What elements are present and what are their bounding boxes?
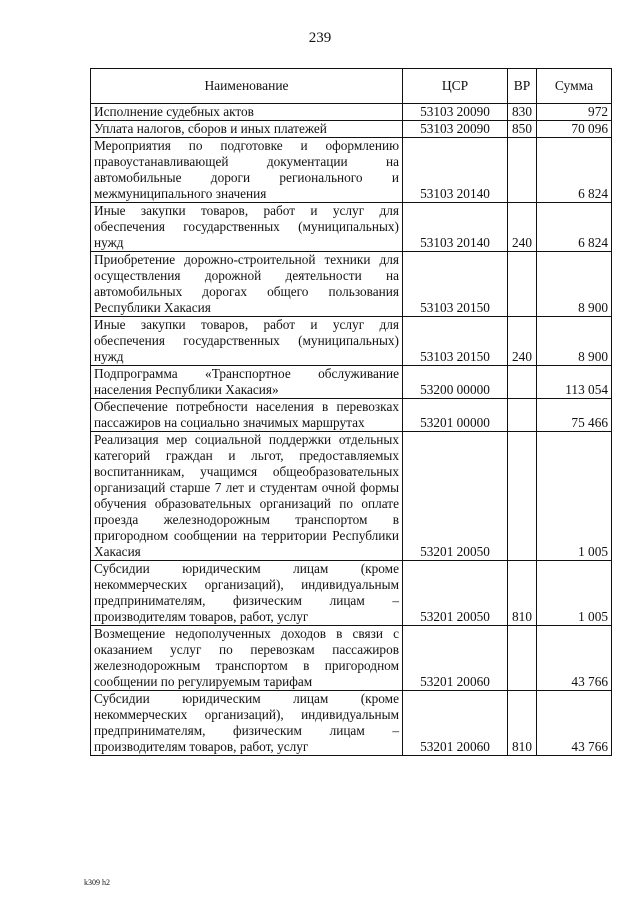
row-name: Реализация мер социальной поддержки отдельных категорий граждан и льгот, предоставляемых воспитанникам, учащимся общеобразовательных организаций старше 7 лет и студентам очной формы обучения образовательных организаций по оплате проезда железнодорожным транспортом в пригородном сообщении на территории Республики Хакасия — [91, 432, 403, 561]
table-row — [91, 626, 612, 691]
row-csr: 53103 20150 — [403, 252, 508, 317]
table-row — [91, 121, 612, 138]
table-row — [91, 561, 612, 626]
table-row — [91, 252, 612, 317]
row-csr: 53103 20090 — [403, 121, 508, 138]
row-csr: 53201 20060 — [403, 626, 508, 691]
row-name: Субсидии юридическим лицам (кроме некоммерческих организаций), индивидуальным предпринимателям, физическим лицам – производителям товаров, работ, услуг — [91, 561, 403, 626]
row-sum: 8 900 — [537, 317, 612, 366]
row-csr: 53200 00000 — [403, 366, 508, 399]
table-row — [91, 366, 612, 399]
row-vr: 850 — [508, 121, 537, 138]
row-name: Возмещение недополученных доходов в связи с оказанием услуг по перевозкам пассажиров железнодорожным транспортом в пригородном сообщении по регулируемым тарифам — [91, 626, 403, 691]
row-name: Иные закупки товаров, работ и услуг для обеспечения государственных (муниципальных) нужд — [91, 317, 403, 366]
table-row — [91, 203, 612, 252]
row-sum: 1 005 — [537, 561, 612, 626]
row-name: Иные закупки товаров, работ и услуг для обеспечения государственных (муниципальных) нужд — [91, 203, 403, 252]
row-name: Уплата налогов, сборов и иных платежей — [91, 121, 403, 138]
row-vr — [508, 252, 537, 317]
column-header-name: Наименование — [91, 69, 403, 104]
row-vr — [508, 432, 537, 561]
table-row — [91, 399, 612, 432]
table-row — [91, 138, 612, 203]
row-name: Обеспечение потребности населения в перевозках пассажиров на социально значимых маршрутах — [91, 399, 403, 432]
row-vr: 240 — [508, 203, 537, 252]
page-number: 239 — [308, 30, 332, 46]
row-sum: 43 766 — [537, 626, 612, 691]
row-sum: 75 466 — [537, 399, 612, 432]
row-vr: 810 — [508, 691, 537, 756]
row-sum: 70 096 — [537, 121, 612, 138]
row-name: Субсидии юридическим лицам (кроме некоммерческих организаций), индивидуальным предпринимателям, физическим лицам – производителям товаров, работ, услуг — [91, 691, 403, 756]
row-vr: 240 — [508, 317, 537, 366]
table-row — [91, 691, 612, 756]
row-csr: 53103 20140 — [403, 138, 508, 203]
table-row — [91, 104, 612, 121]
row-name: Исполнение судебных актов — [91, 104, 403, 121]
row-csr: 53201 00000 — [403, 399, 508, 432]
row-sum: 8 900 — [537, 252, 612, 317]
row-csr: 53103 20140 — [403, 203, 508, 252]
row-csr: 53201 20050 — [403, 432, 508, 561]
row-sum: 6 824 — [537, 138, 612, 203]
row-name: Подпрограмма «Транспортное обслуживание населения Республики Хакасия» — [91, 366, 403, 399]
column-header-vr: ВР — [508, 69, 537, 104]
column-header-csr: ЦСР — [403, 69, 508, 104]
row-name: Приобретение дорожно-строительной техники для осуществления дорожной деятельности на автомобильных дорогах общего пользования Республики Хакасия — [91, 252, 403, 317]
table-header-row — [91, 69, 612, 104]
row-vr — [508, 366, 537, 399]
row-vr — [508, 626, 537, 691]
table-row — [91, 317, 612, 366]
row-sum: 972 — [537, 104, 612, 121]
row-vr — [508, 138, 537, 203]
row-csr: 53201 20050 — [403, 561, 508, 626]
row-name: Мероприятия по подготовке и оформлению правоустанавливающей документации на автомобильные дороги регионального и межмуниципального значения — [91, 138, 403, 203]
row-sum: 6 824 — [537, 203, 612, 252]
row-csr: 53103 20090 — [403, 104, 508, 121]
row-csr: 53201 20060 — [403, 691, 508, 756]
row-vr: 810 — [508, 561, 537, 626]
row-sum: 43 766 — [537, 691, 612, 756]
footer-code: k309 h2 — [84, 878, 110, 887]
row-sum: 113 054 — [537, 366, 612, 399]
row-csr: 53103 20150 — [403, 317, 508, 366]
budget-table — [90, 68, 612, 756]
row-vr: 830 — [508, 104, 537, 121]
table-row — [91, 432, 612, 561]
column-header-sum: Сумма — [537, 69, 612, 104]
row-vr — [508, 399, 537, 432]
row-sum: 1 005 — [537, 432, 612, 561]
